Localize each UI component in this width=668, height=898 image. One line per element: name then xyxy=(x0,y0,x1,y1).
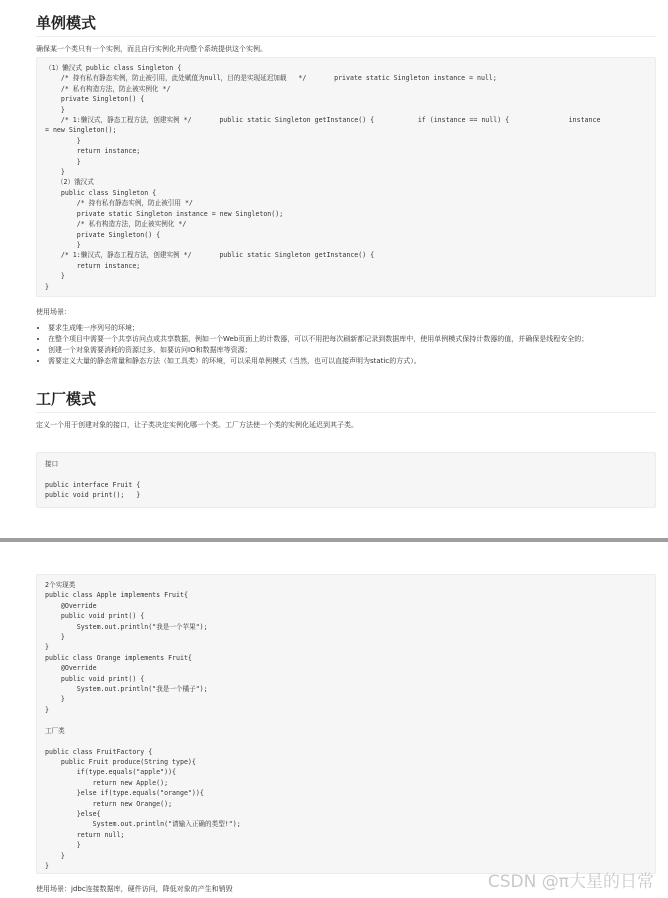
singleton-scenes-list xyxy=(36,323,656,367)
code-line: } xyxy=(45,851,65,860)
code-line: /* 持有私有静态实例，防止被引用 */ xyxy=(45,199,193,208)
code-line xyxy=(45,715,647,725)
code-line: 2个实现类 xyxy=(45,581,76,589)
code-line: } xyxy=(45,168,65,177)
code-line: public void print(); } xyxy=(45,491,141,500)
code-line: /* 私有构造方法，防止被实例化 */ xyxy=(45,220,187,229)
singleton-code-block xyxy=(36,57,656,297)
list-item: • 创建一个对象需要消耗的资源过多，如要访问IO和数据库等资源； xyxy=(48,345,656,356)
code-line: } xyxy=(45,861,49,870)
page-divider xyxy=(0,538,668,542)
code-line xyxy=(45,469,647,479)
list-item: • 需要定义大量的静态常量和静态方法（如工具类）的环境，可以采用单例模式（当然，也可以直接声明为static的方式）。 xyxy=(48,356,656,367)
code-line: return instance; xyxy=(45,261,141,270)
code-line: public interface Fruit { xyxy=(45,480,141,489)
code-line: private static Singleton instance = new Singleton(); xyxy=(45,209,284,218)
code-line: public class Apple implements Fruit{ xyxy=(45,591,188,600)
factory-scenes-text: 使用场景：jdbc连接数据库，硬件访问，降低对象的产生和销毁 xyxy=(36,885,233,893)
code-line: @Override xyxy=(45,601,97,610)
code-line: } xyxy=(45,136,81,145)
singleton-title: 单例模式 xyxy=(36,12,656,37)
code-line: /* 私有构造方法，防止被实例化 */ xyxy=(45,84,171,93)
code-line: （2）饿汉式 xyxy=(45,178,94,187)
code-line: （1）懒汉式 public class Singleton { xyxy=(45,64,182,72)
code-line xyxy=(45,736,647,746)
code-line: return null; xyxy=(45,830,125,839)
code-line: /* 持有私有静态实例，防止被引用，此处赋值为null，目的是实现延迟加载 */ private static Singleton instance = null; xyxy=(45,74,497,83)
code-line: = new Singleton(); xyxy=(45,126,117,135)
factory-impl-code-block xyxy=(36,574,656,874)
code-line: 工厂类 xyxy=(45,726,65,735)
code-line: }else{ xyxy=(45,809,101,818)
code-line: } xyxy=(45,705,49,714)
code-line: } xyxy=(45,633,65,642)
code-line: } xyxy=(45,643,49,652)
code-line: }else if(type.equals("orange")){ xyxy=(45,789,204,798)
code-line: System.out.println("我是一个苹果"); xyxy=(45,622,208,631)
list-item: • 在整个项目中需要一个共享访问点或共享数据，例如一个Web页面上的计数器，可以不用把每次刷新都记录到数据库中，使用单例模式保持计数器的值，并确保是线程安全的； xyxy=(48,334,656,345)
code-line: public Fruit produce(String type){ xyxy=(45,757,196,766)
code-line: public void print() { xyxy=(45,612,145,621)
code-line: } xyxy=(45,105,65,114)
list-item: • 要求生成唯一序列号的环境； xyxy=(48,323,656,334)
singleton-section xyxy=(36,12,656,55)
singleton-scenes-label: 使用场景： xyxy=(36,308,71,316)
factory-description: 定义一个用于创建对象的接口，让子类决定实例化哪一个类。工厂方法使一个类的实例化延迟到其子类。 xyxy=(36,421,358,429)
code-line: return new Apple(); xyxy=(45,778,169,787)
code-line: public class Orange implements Fruit{ xyxy=(45,653,192,662)
factory-section xyxy=(36,388,656,431)
watermark: CSDN @π大星的日常 xyxy=(487,872,654,892)
code-line: } xyxy=(45,272,65,281)
code-line: } xyxy=(45,157,81,166)
code-line: } xyxy=(45,282,49,291)
singleton-description: 确保某一个类只有一个实例，而且自行实例化并向整个系统提供这个实例。 xyxy=(36,45,267,53)
code-line: System.out.println("我是一个橘子"); xyxy=(45,685,208,694)
factory-title: 工厂模式 xyxy=(36,388,656,413)
code-line: public class Singleton { xyxy=(45,188,157,197)
singleton-scenes xyxy=(36,307,656,367)
code-line: /* 1:懒汉式，静态工程方法，创建实例 */ public static Singleton getInstance() { if (instance == null) { instance xyxy=(45,116,601,125)
code-line: private Singleton() { xyxy=(45,230,161,239)
code-line: 接口 xyxy=(45,460,59,468)
code-line: return new Orange(); xyxy=(45,799,173,808)
code-line: } xyxy=(45,695,65,704)
code-line: System.out.println("请输入正确的类型!"); xyxy=(45,820,241,829)
code-line: public void print() { xyxy=(45,674,145,683)
factory-interface-code-block xyxy=(36,452,656,508)
code-line: /* 1:懒汉式，静态工程方法，创建实例 */ public static Singleton getInstance() { xyxy=(45,251,375,260)
code-line: if(type.equals("apple")){ xyxy=(45,768,177,777)
code-line: return instance; xyxy=(45,147,141,156)
code-line: public class FruitFactory { xyxy=(45,747,153,756)
code-line: } xyxy=(45,240,81,249)
code-line: private Singleton() { xyxy=(45,95,145,104)
code-line: } xyxy=(45,841,81,850)
code-line: @Override xyxy=(45,664,97,673)
